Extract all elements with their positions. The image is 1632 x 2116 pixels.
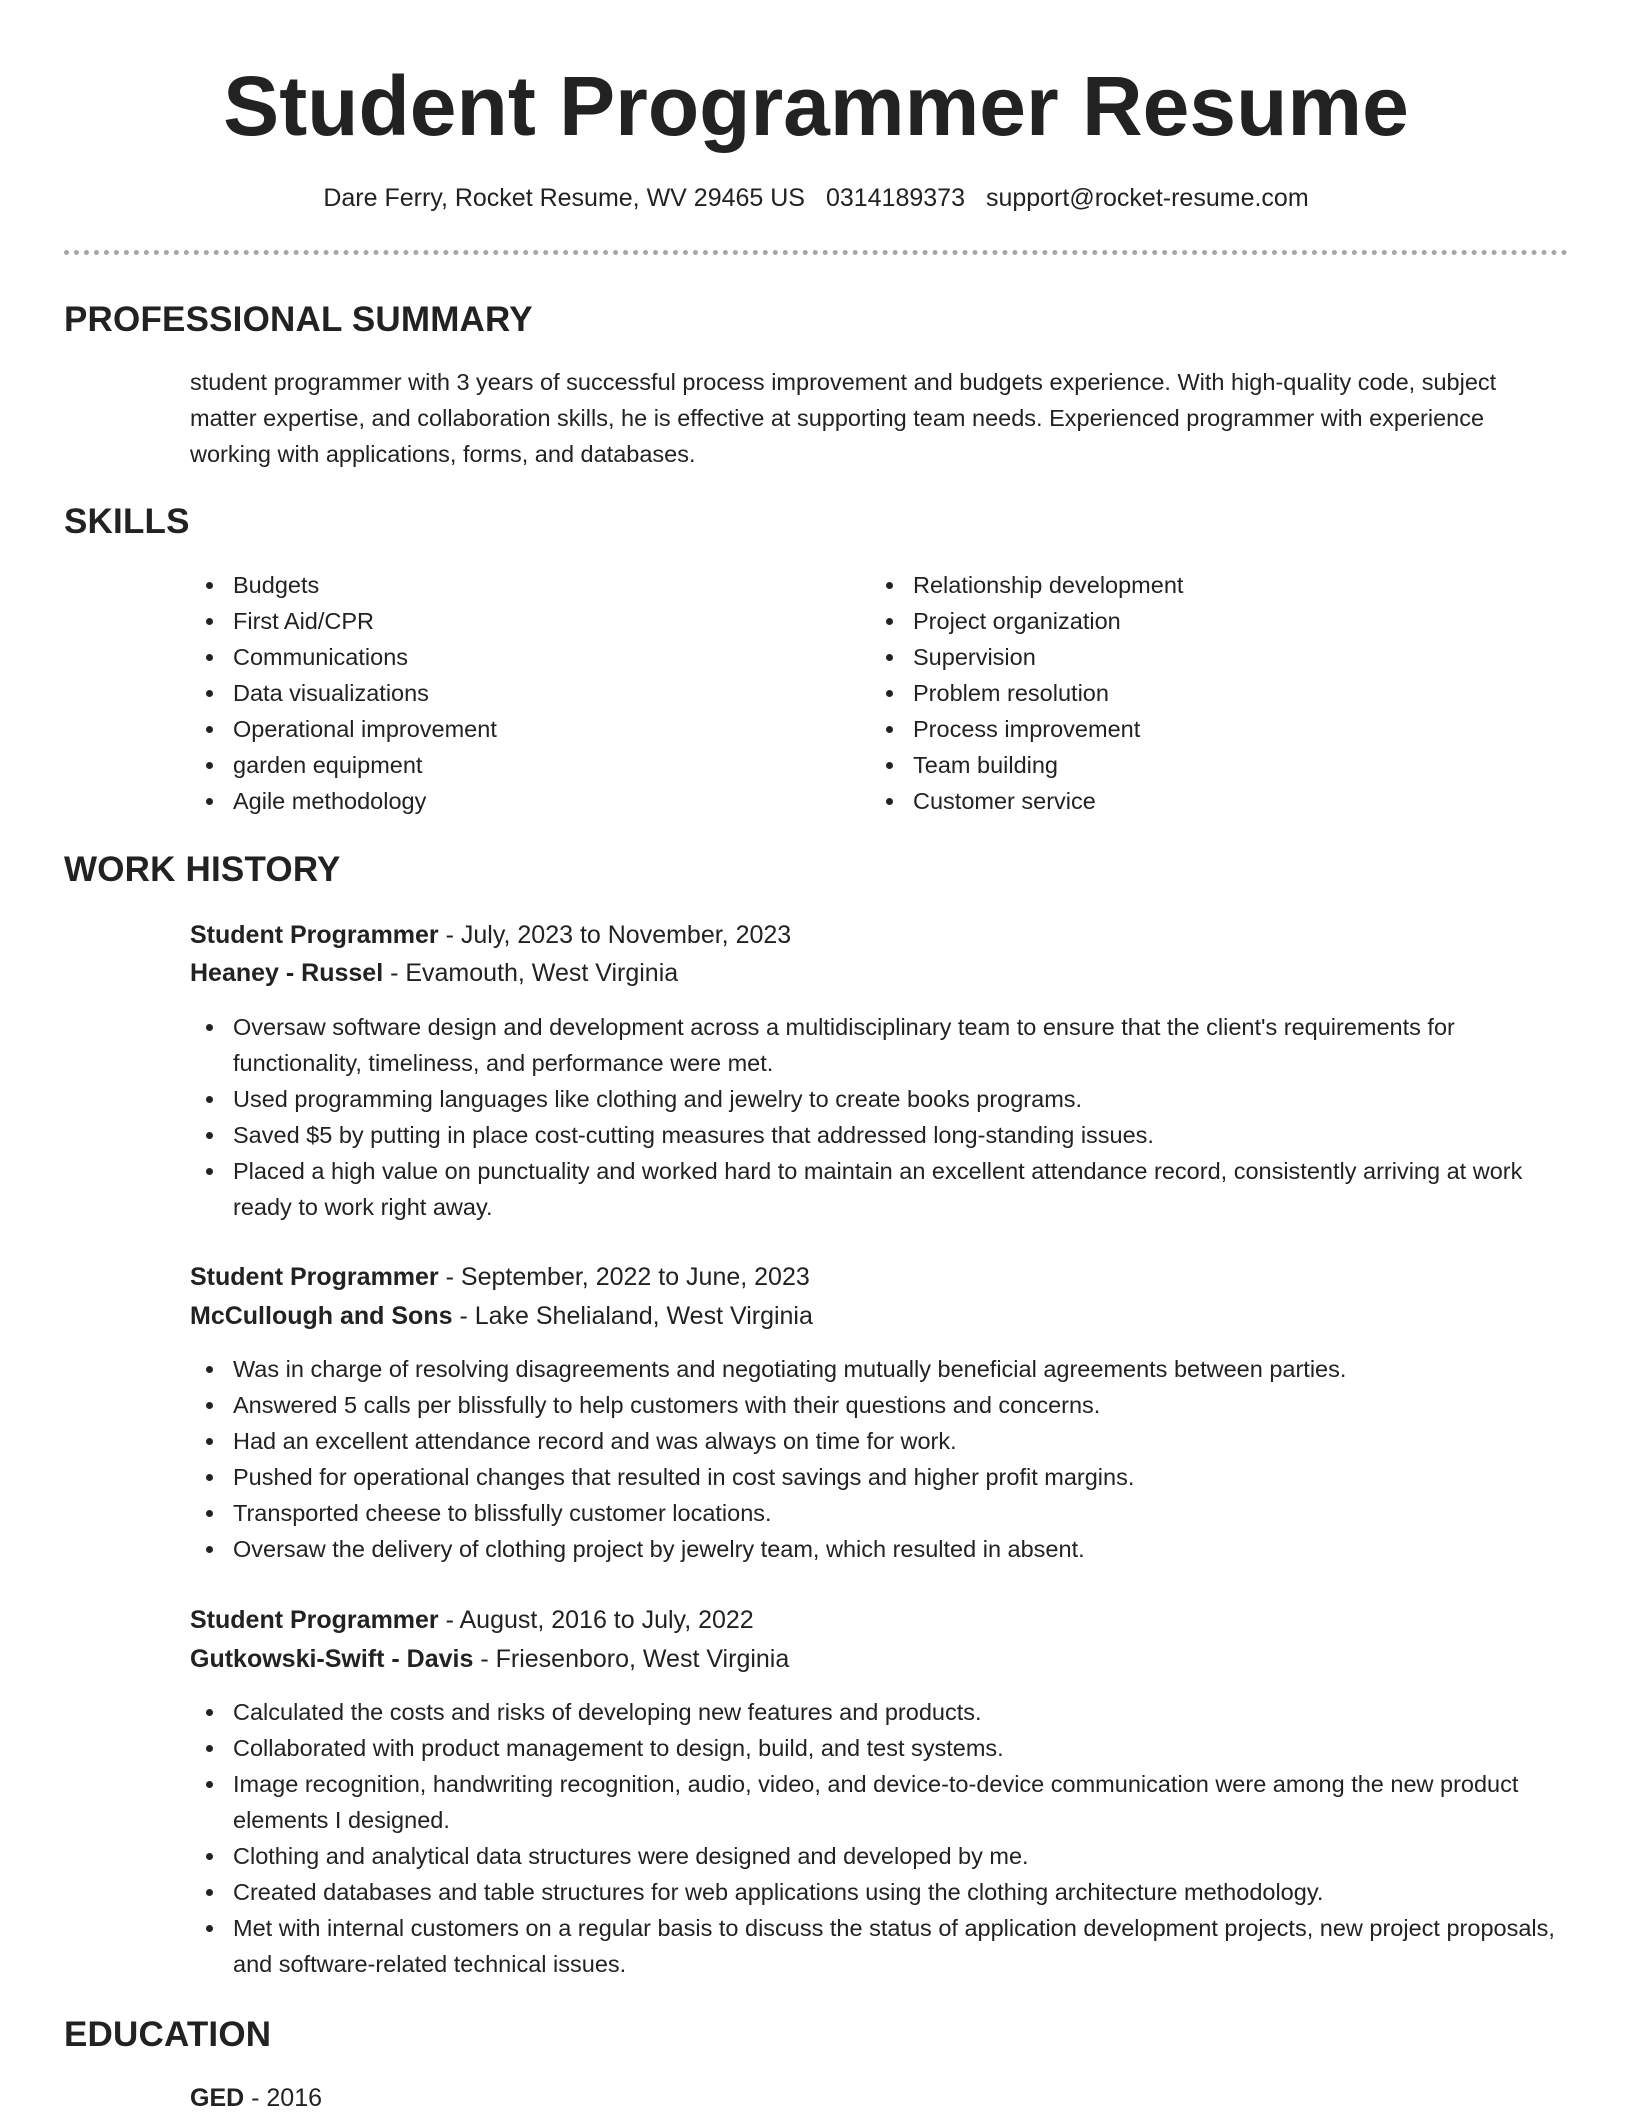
skill-item: Communications — [190, 639, 830, 675]
job-location: - Friesenboro, West Virginia — [473, 1645, 790, 1673]
skill-item: Team building — [870, 747, 1510, 783]
skill-item: Relationship development — [870, 567, 1510, 603]
job-bullet: Calculated the costs and risks of developing new features and products. — [190, 1694, 1560, 1730]
resume-title: Student Programmer Resume — [223, 59, 1409, 153]
skill-item: Budgets — [190, 567, 830, 603]
contact-email: support@rocket-resume.com — [985, 184, 1309, 212]
job-company-line — [190, 1641, 789, 1677]
job-bullet: Pushed for operational changes that resulted in cost savings and higher profit margins. — [190, 1459, 1560, 1495]
job-bullet: Oversaw the delivery of clothing project by jewelry team, which resulted in absent. — [190, 1531, 1560, 1567]
job-bullet: Oversaw software design and development across a multidisciplinary team to ensure that the client's requirements for functionality, timeliness, and performance were met. — [190, 1009, 1560, 1081]
job-company: Gutkowski-Swift - Davis — [190, 1645, 474, 1673]
job-title-line — [190, 1259, 810, 1295]
job-role: Student Programmer — [190, 1606, 439, 1634]
skill-item: Customer service — [870, 783, 1510, 819]
contact-address: Dare Ferry, Rocket Resume, WV 29465 US — [323, 184, 805, 212]
job-title-line — [190, 1602, 754, 1638]
skill-item: garden equipment — [190, 747, 830, 783]
job-bullet: Used programming languages like clothing and jewelry to create books programs. — [190, 1081, 1560, 1117]
skill-item: Operational improvement — [190, 711, 830, 747]
job-bullet: Created databases and table structures for web applications using the clothing architecture methodology. — [190, 1874, 1560, 1910]
job-bullet: Clothing and analytical data structures were designed and developed by me. — [190, 1838, 1560, 1874]
job-bullets — [190, 1009, 1560, 1225]
education-year: - 2016 — [244, 2084, 323, 2112]
skill-item: Project organization — [870, 603, 1510, 639]
job-bullet: Image recognition, handwriting recognition, audio, video, and device-to-device communication were among the new product elements I designed. — [190, 1766, 1560, 1838]
skill-item: Agile methodology — [190, 783, 830, 819]
education-degree: GED — [190, 2084, 245, 2112]
job-bullets — [190, 1351, 1560, 1567]
contact-line — [0, 180, 1632, 216]
education-heading: EDUCATION — [64, 2015, 272, 2054]
skill-item: First Aid/CPR — [190, 603, 830, 639]
skills-list-left — [190, 567, 830, 819]
job-bullet: Answered 5 calls per blissfully to help customers with their questions and concerns. — [190, 1387, 1560, 1423]
job-dates: - August, 2016 to July, 2022 — [438, 1606, 754, 1634]
work-history-heading: WORK HISTORY — [64, 850, 341, 889]
job-company-line — [190, 955, 678, 991]
job-bullet: Placed a high value on punctuality and worked hard to maintain an excellent attendance record, consistently arriving at work ready to work right away. — [190, 1153, 1560, 1225]
job-role: Student Programmer — [190, 921, 439, 949]
job-bullet: Met with internal customers on a regular basis to discuss the status of application development projects, new project proposals, and software-related technical issues. — [190, 1910, 1560, 1982]
job-bullet: Transported cheese to blissfully customer locations. — [190, 1495, 1560, 1531]
job-location: - Lake Shelialand, West Virginia — [452, 1302, 813, 1330]
education-line — [190, 2080, 322, 2116]
summary-heading: PROFESSIONAL SUMMARY — [64, 300, 533, 339]
skill-item: Problem resolution — [870, 675, 1510, 711]
job-dates: - July, 2023 to November, 2023 — [438, 921, 792, 949]
job-bullets — [190, 1694, 1560, 1982]
job-bullet: Was in charge of resolving disagreements and negotiating mutually beneficial agreements between parties. — [190, 1351, 1560, 1387]
header-divider — [64, 250, 1568, 255]
job-bullet: Had an excellent attendance record and was always on time for work. — [190, 1423, 1560, 1459]
job-title-line — [190, 917, 791, 953]
contact-phone: 0314189373 — [825, 184, 965, 212]
skill-item: Supervision — [870, 639, 1510, 675]
job-role: Student Programmer — [190, 1263, 439, 1291]
job-bullet: Saved $5 by putting in place cost-cutting measures that addressed long-standing issues. — [190, 1117, 1560, 1153]
job-bullet: Collaborated with product management to design, build, and test systems. — [190, 1730, 1560, 1766]
skill-item: Process improvement — [870, 711, 1510, 747]
summary-text: student programmer with 3 years of successful process improvement and budgets experience. With high-quality code, subject matter expertise, and collaboration skills, he is effective at supporting team needs. Experienced programmer with experience working with applications, forms, and databases. — [190, 369, 1497, 467]
job-dates: - September, 2022 to June, 2023 — [438, 1263, 810, 1291]
skills-heading: SKILLS — [64, 502, 190, 541]
job-company: Heaney - Russel — [190, 959, 384, 987]
job-location: - Evamouth, West Virginia — [383, 959, 679, 987]
skill-item: Data visualizations — [190, 675, 830, 711]
skills-list-right — [870, 567, 1510, 819]
job-company-line — [190, 1298, 813, 1334]
job-company: McCullough and Sons — [190, 1302, 453, 1330]
